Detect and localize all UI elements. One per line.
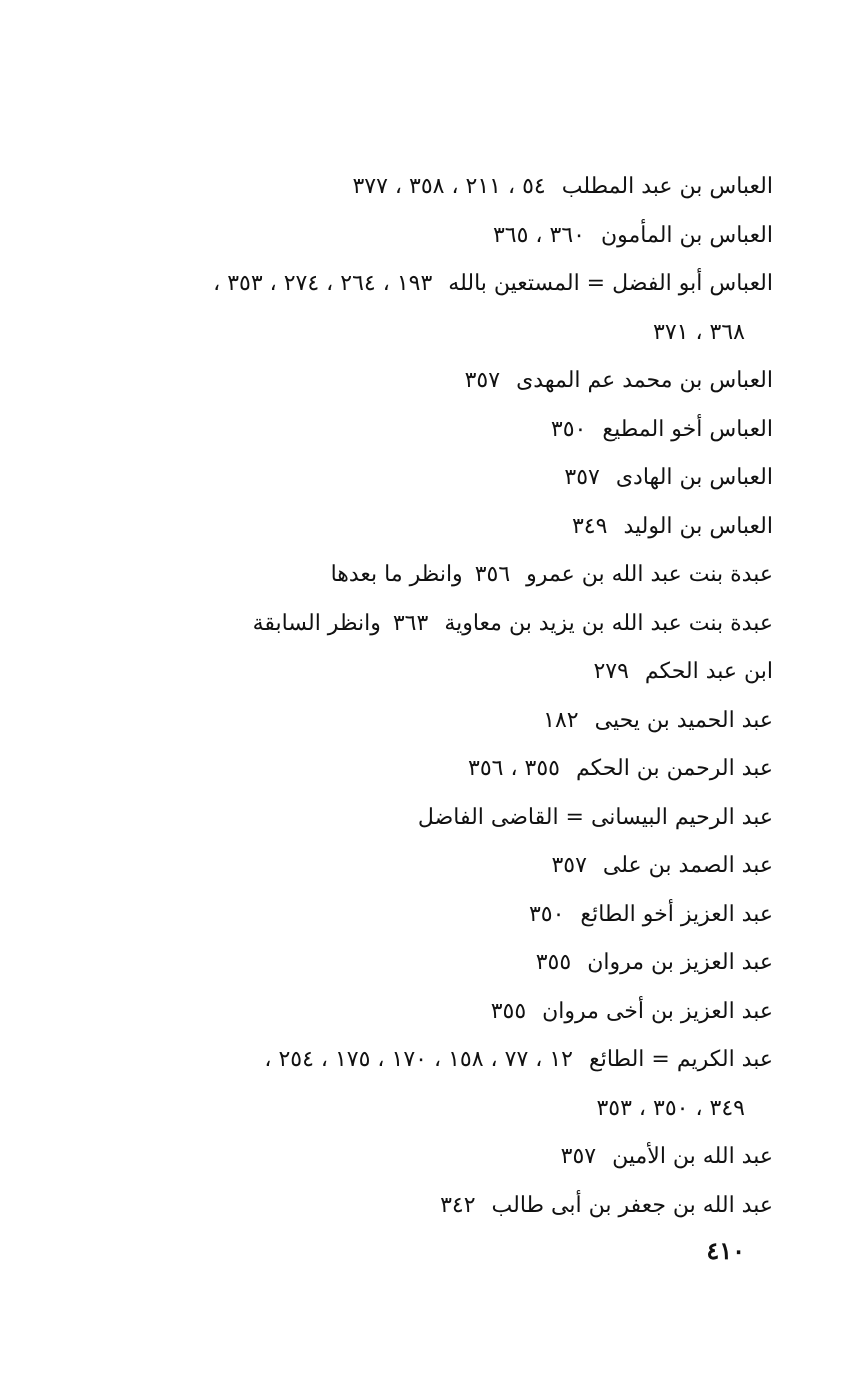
index-entry-continuation xyxy=(73,1085,773,1134)
index-entry xyxy=(73,648,773,697)
entry-pages: ١٩٣ ، ٢٦٤ ، ٢٧٤ ، ٣٥٣ ، xyxy=(213,271,433,296)
index-entry xyxy=(73,600,773,649)
index-entry xyxy=(73,357,773,406)
entry-name: ابن عبد الحكم xyxy=(644,659,773,684)
entry-name: عبد الكريم = الطائع xyxy=(589,1047,773,1072)
entry-pages: ٣٥٦ xyxy=(474,562,511,587)
entry-pages: ٣٥٧ xyxy=(560,1144,597,1169)
entry-pages: ٣٥٠ xyxy=(550,416,587,442)
entry-pages: ٣٦٣ xyxy=(392,610,429,636)
entry-name: عبد العزيز بن أخى مروان xyxy=(542,998,773,1024)
entry-name: عبد الحميد بن يحيى xyxy=(594,707,773,733)
index-entry xyxy=(73,1182,773,1231)
entry-name: عبد الله بن جعفر بن أبى طالب xyxy=(491,1192,773,1218)
entry-name: العباس بن عبد المطلب xyxy=(561,174,773,199)
entry-name: العباس بن محمد عم المهدى xyxy=(516,368,773,393)
entry-name: العباس بن الهادى xyxy=(615,465,773,490)
entry-pages: ٣٤٩ ، ٣٥٠ ، ٣٥٣ xyxy=(596,1095,745,1121)
index-entry xyxy=(73,891,773,940)
entry-name: العباس أبو الفضل = المستعين بالله xyxy=(448,271,773,296)
entry-pages: ٣٥٠ xyxy=(528,901,565,927)
index-entry xyxy=(73,1036,773,1085)
index-entry xyxy=(73,406,773,455)
entry-pages: ١٢ ، ٧٧ ، ١٥٨ ، ١٧٠ ، ١٧٥ ، ٢٥٤ ، xyxy=(264,1047,573,1072)
page-number: ٤١٠ xyxy=(706,1236,745,1265)
index-entry xyxy=(73,745,773,794)
index-entry xyxy=(73,260,773,309)
entry-pages: ٣٦٠ ، ٣٦٥ xyxy=(492,222,585,248)
entry-name: عبدة بنت عبد الله بن عمرو xyxy=(526,562,773,587)
entry-name: عبد الرحمن بن الحكم xyxy=(576,756,773,781)
entry-pages: ٥٤ ، ٢١١ ، ٣٥٨ ، ٣٧٧ xyxy=(352,174,546,199)
entry-name: عبد الصمد بن على xyxy=(602,853,773,878)
entry-cross-reference: وانظر السابقة xyxy=(252,610,381,636)
entry-pages: ٣٤٢ xyxy=(440,1192,476,1218)
index-entry xyxy=(73,988,773,1037)
entry-name: عبد العزيز بن مروان xyxy=(587,950,773,975)
index-entry-continuation xyxy=(73,309,773,358)
entry-name: العباس بن الوليد xyxy=(623,513,773,539)
entry-pages: ٣٤٩ xyxy=(571,513,608,539)
entry-pages: ٣٥٥ ، ٣٥٦ xyxy=(468,756,560,781)
entry-cross-reference: وانظر ما بعدها xyxy=(330,562,463,587)
entry-name: عبدة بنت عبد الله بن يزيد بن معاوية xyxy=(444,610,773,636)
index-entry xyxy=(73,697,773,746)
entry-pages: ٣٥٧ xyxy=(564,465,600,490)
index-entry xyxy=(73,454,773,503)
entry-pages: ٣٥٥ xyxy=(535,950,572,975)
entry-pages: ٣٥٧ xyxy=(464,368,501,393)
index-entry xyxy=(73,163,773,212)
entry-pages: ٢٧٩ xyxy=(593,659,629,684)
entry-name: العباس بن المأمون xyxy=(600,222,773,248)
index-entry xyxy=(73,212,773,261)
entry-name: عبد الله بن الأمين xyxy=(612,1144,773,1169)
entry-name: عبد العزيز أخو الطائع xyxy=(580,901,773,927)
index-list xyxy=(73,163,773,1230)
index-entry xyxy=(73,551,773,600)
index-entry xyxy=(73,1133,773,1182)
entry-name: عبد الرحيم البيسانى = القاضى الفاضل xyxy=(417,804,773,830)
index-entry xyxy=(73,503,773,552)
index-entry xyxy=(73,842,773,891)
index-entry xyxy=(73,939,773,988)
entry-pages: ٣٥٧ xyxy=(551,853,587,878)
entry-name: العباس أخو المطيع xyxy=(602,416,773,442)
entry-pages: ١٨٢ xyxy=(543,707,579,733)
index-entry xyxy=(73,794,773,843)
entry-pages: ٣٥٥ xyxy=(490,998,527,1024)
entry-pages: ٣٦٨ ، ٣٧١ xyxy=(653,319,745,345)
